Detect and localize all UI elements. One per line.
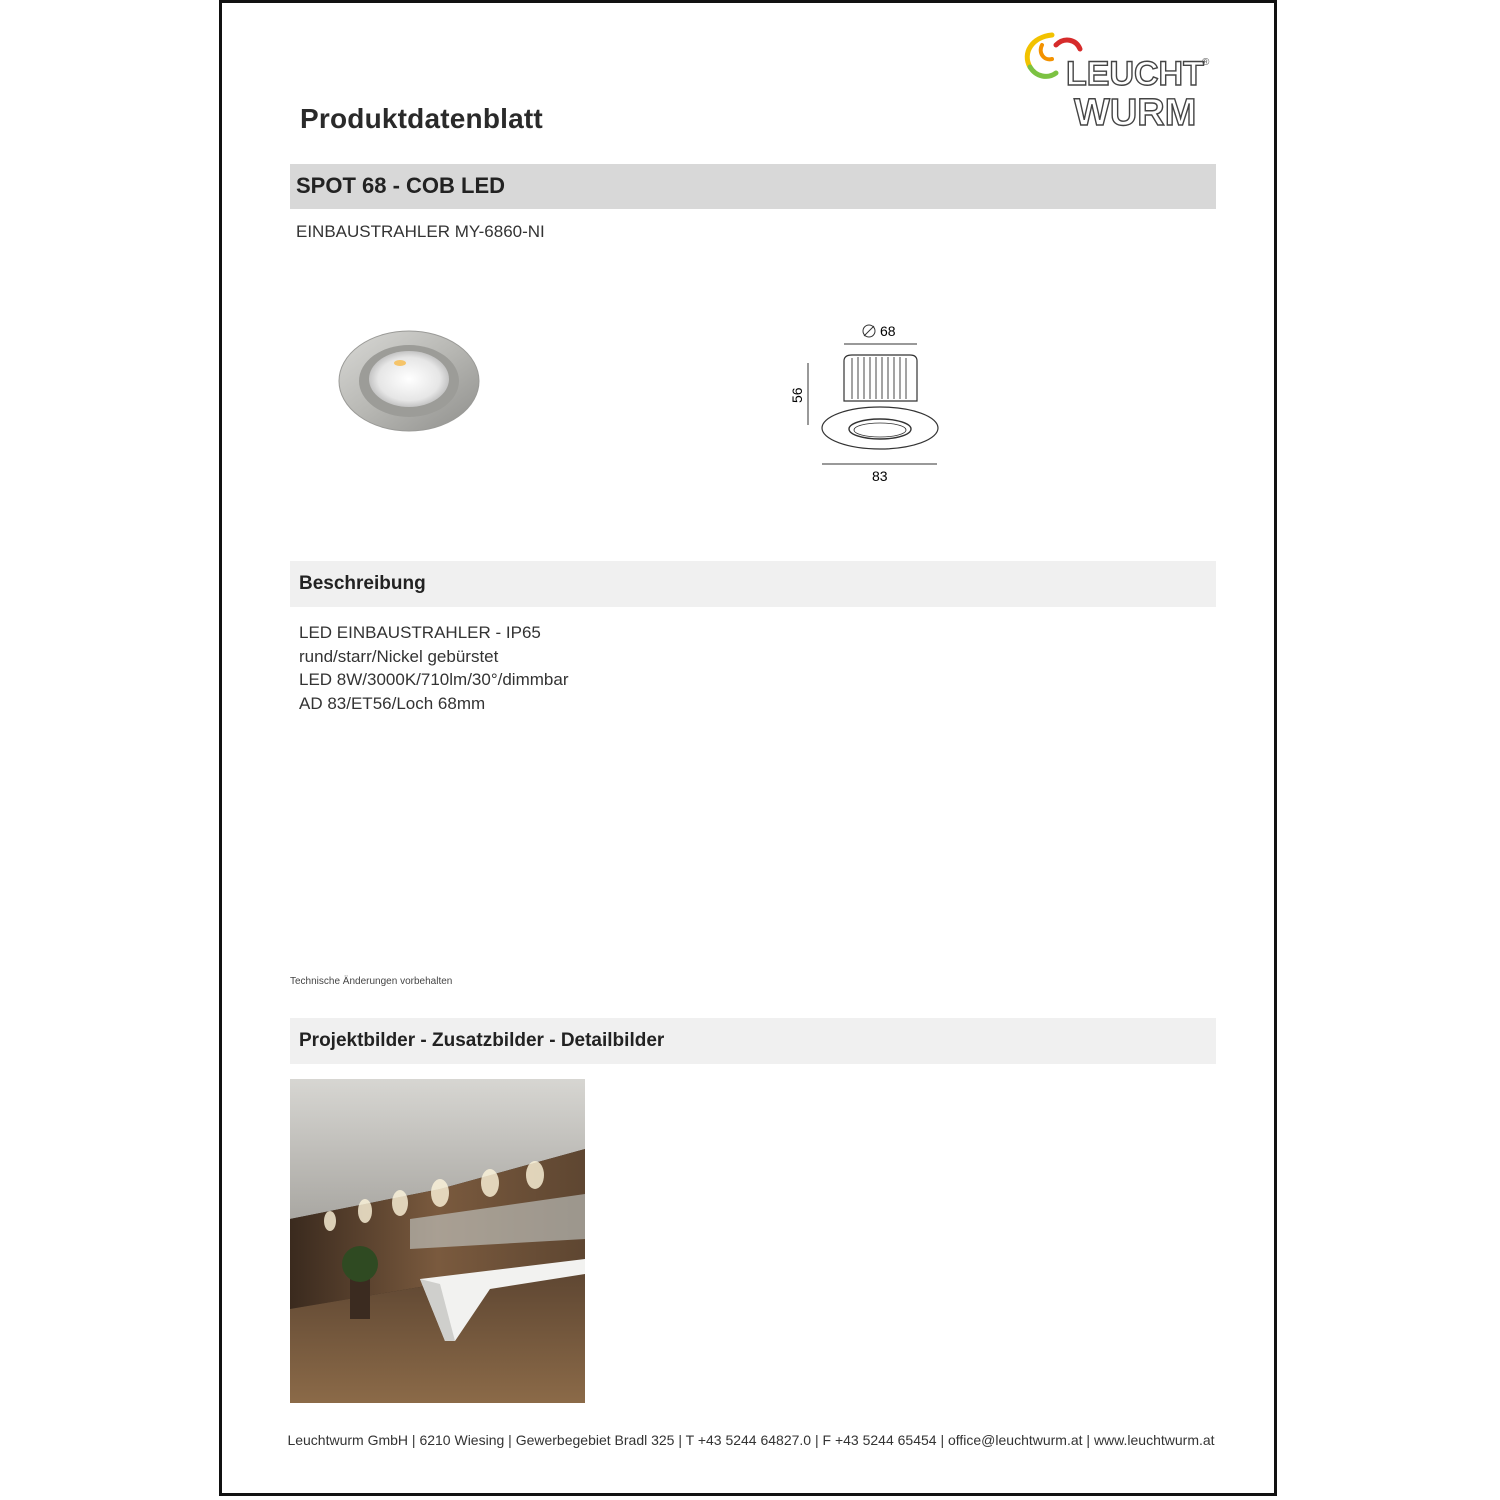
leuchtwurm-logo <box>1022 23 1222 133</box>
gallery-heading: Projektbilder - Zusatzbilder - Detailbilder <box>299 1030 665 1051</box>
document-title: Produktdatenblatt <box>300 103 543 134</box>
description-band <box>290 561 1216 607</box>
gallery-band <box>290 1018 1216 1064</box>
description-line: rund/starr/Nickel gebürstet <box>299 646 499 666</box>
product-subtitle: EINBAUSTRAHLER MY-6860-NI <box>296 222 545 241</box>
width-label: 83 <box>872 468 888 484</box>
logo-line1: LEUCHT <box>1066 55 1204 93</box>
product-name: SPOT 68 - COB LED <box>296 173 506 198</box>
diameter-label: 68 <box>880 323 896 339</box>
technical-note: Technische Änderungen vorbehalten <box>290 976 453 987</box>
description-line: LED EINBAUSTRAHLER - IP65 <box>299 623 541 642</box>
height-label: 56 <box>789 387 805 403</box>
description-line: LED 8W/3000K/710lm/30°/dimmbar <box>299 670 569 689</box>
dimension-drawing <box>782 313 962 493</box>
product-name-band <box>290 164 1216 209</box>
project-photo <box>290 1079 585 1403</box>
description-line: AD 83/ET56/Loch 68mm <box>299 693 486 713</box>
description-text <box>299 621 568 715</box>
footer-contact: Leuchtwurm GmbH | 6210 Wiesing | Gewerbegebiet Bradl 325 | T +43 5244 64827.0 | F +43 5244 65454 | office@leuchtwurm.at | www.leuchtwurm.at <box>287 1432 1215 1448</box>
product-photo <box>334 325 484 435</box>
description-heading: Beschreibung <box>299 573 426 594</box>
logo-line2: WURM <box>1074 92 1197 133</box>
datasheet-page <box>219 0 1277 1496</box>
registered-mark: ® <box>1202 57 1210 68</box>
